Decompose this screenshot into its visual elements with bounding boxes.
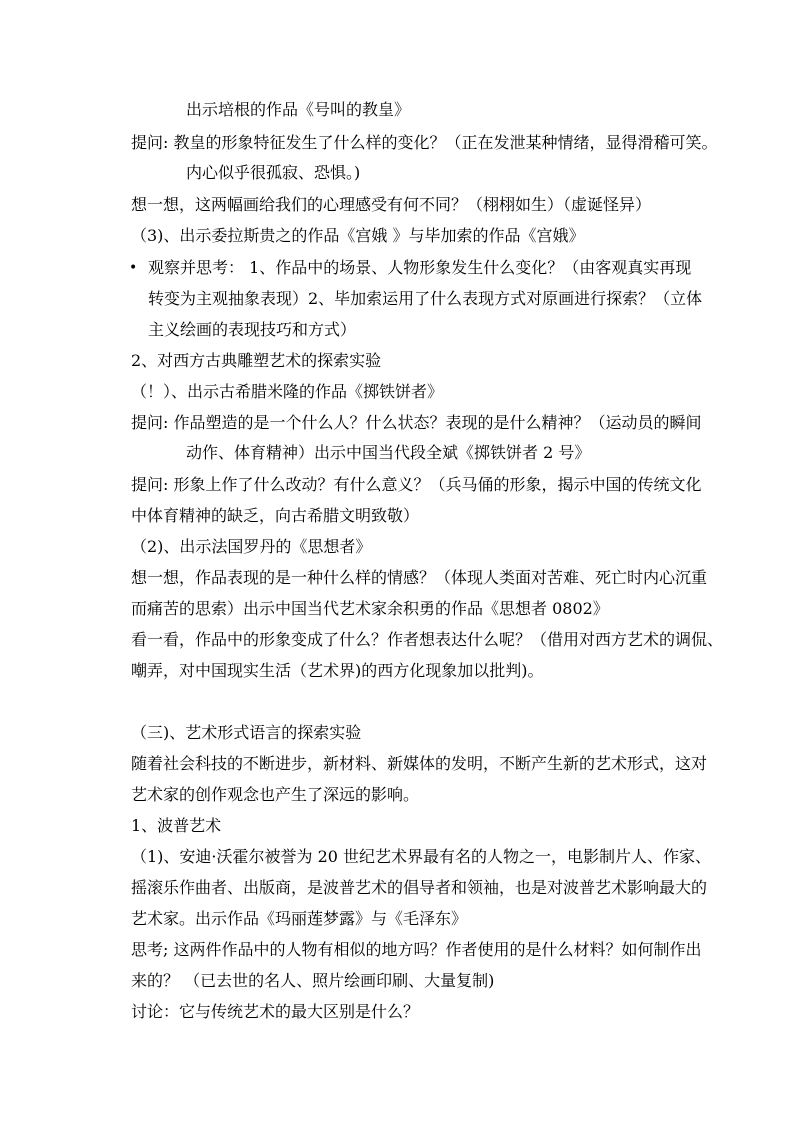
text-line: 随着社会科技的不断进步，新材料、新媒体的发明，不断产生新的艺术形式，这对 [131, 754, 708, 773]
text-line: 讨论：它与传统艺术的最大区别是什么？ [131, 1002, 420, 1021]
text-line: 2、对西方古典雕塑艺术的探索实验 [131, 351, 382, 370]
text-line: （！）、出示古希腊米隆的作品《掷铁饼者》 [131, 382, 444, 401]
text-line: 思考; 这两件作品中的人物有相似的地方吗？作者使用的是什么材料？如何制作出 [131, 940, 702, 959]
text-line: 内心似乎很孤寂、恐惧。) [186, 163, 361, 182]
text-line: 艺术家的创作观念也产生了深远的影响。 [131, 785, 420, 804]
text-line: （3)、出示委拉斯贵之的作品《宫娥 》与毕加索的作品《宫娥》 [131, 226, 585, 245]
text-line: （1)、安迪·沃霍尔被誉为 20 世纪艺术界最有名的人物之一，电影制片人、作家、 [131, 847, 712, 866]
text-line: （2)、出示法国罗丹的《思想者》 [131, 537, 372, 556]
text-line: 提问: 作品塑造的是一个什么人？什么状态？表现的是什么精神？（运动员的瞬间 [131, 413, 702, 432]
text-line: 1、波普艺术 [131, 816, 222, 835]
text-line: 而痛苦的思索）出示中国当代艺术家余积勇的作品《思想者 0802》 [131, 599, 609, 618]
text-line: 提问: 教皇的形象特征发生了什么样的变化？（正在发泄某种情绪，显得滑稽可笑。 [131, 133, 718, 152]
text-line: 主义绘画的表现技巧和方式） [148, 320, 357, 339]
text-line: （三)、艺术形式语言的探索实验 [131, 723, 362, 742]
text-line: 出示培根的作品《号叫的教皇》 [186, 100, 411, 119]
text-line: 中体育精神的缺乏，向古希腊文明致敬） [131, 506, 420, 525]
text-line: 嘲弄，对中国现实生活（艺术界)的西方化现象加以批判)。 [131, 661, 544, 680]
bullet-marker: • [129, 260, 138, 276]
text-line: 看一看，作品中的形象变成了什么？作者想表达什么呢？（借用对西方艺术的调侃、 [131, 630, 724, 649]
text-line: 动作、体育精神）出示中国当代段全斌《掷铁饼者 2 号》 [186, 443, 591, 462]
text-line: 转变为主观抽象表现）2、毕加索运用了什么表现方式对原画进行探索？（立体 [148, 289, 703, 308]
text-line: 提问: 形象上作了什么改动？有什么意义？（兵马俑的形象，揭示中国的传统文化 [131, 475, 702, 494]
text-line: 摇滚乐作曲者、出版商，是波普艺术的倡导者和领袖，也是对波普艺术影响最大的 [131, 878, 708, 897]
text-line: 想一想，作品表现的是一种什么样的情感？（体现人类面对苦难、死亡时内心沉重 [131, 568, 708, 587]
text-line: 观察并思考： 1、作品中的场景、人物形象发生什么变化？（由客观真实再现 [148, 258, 692, 277]
text-line: 想一想，这两幅画给我们的心理感受有何不同？（栩栩如生）（虚诞怪异） [131, 195, 652, 214]
text-line: 艺术家。出示作品《玛丽莲梦露》与《毛泽东》 [131, 909, 468, 928]
text-line: 来的？ （已去世的名人、照片绘画印刷、大量复制) [131, 971, 495, 990]
